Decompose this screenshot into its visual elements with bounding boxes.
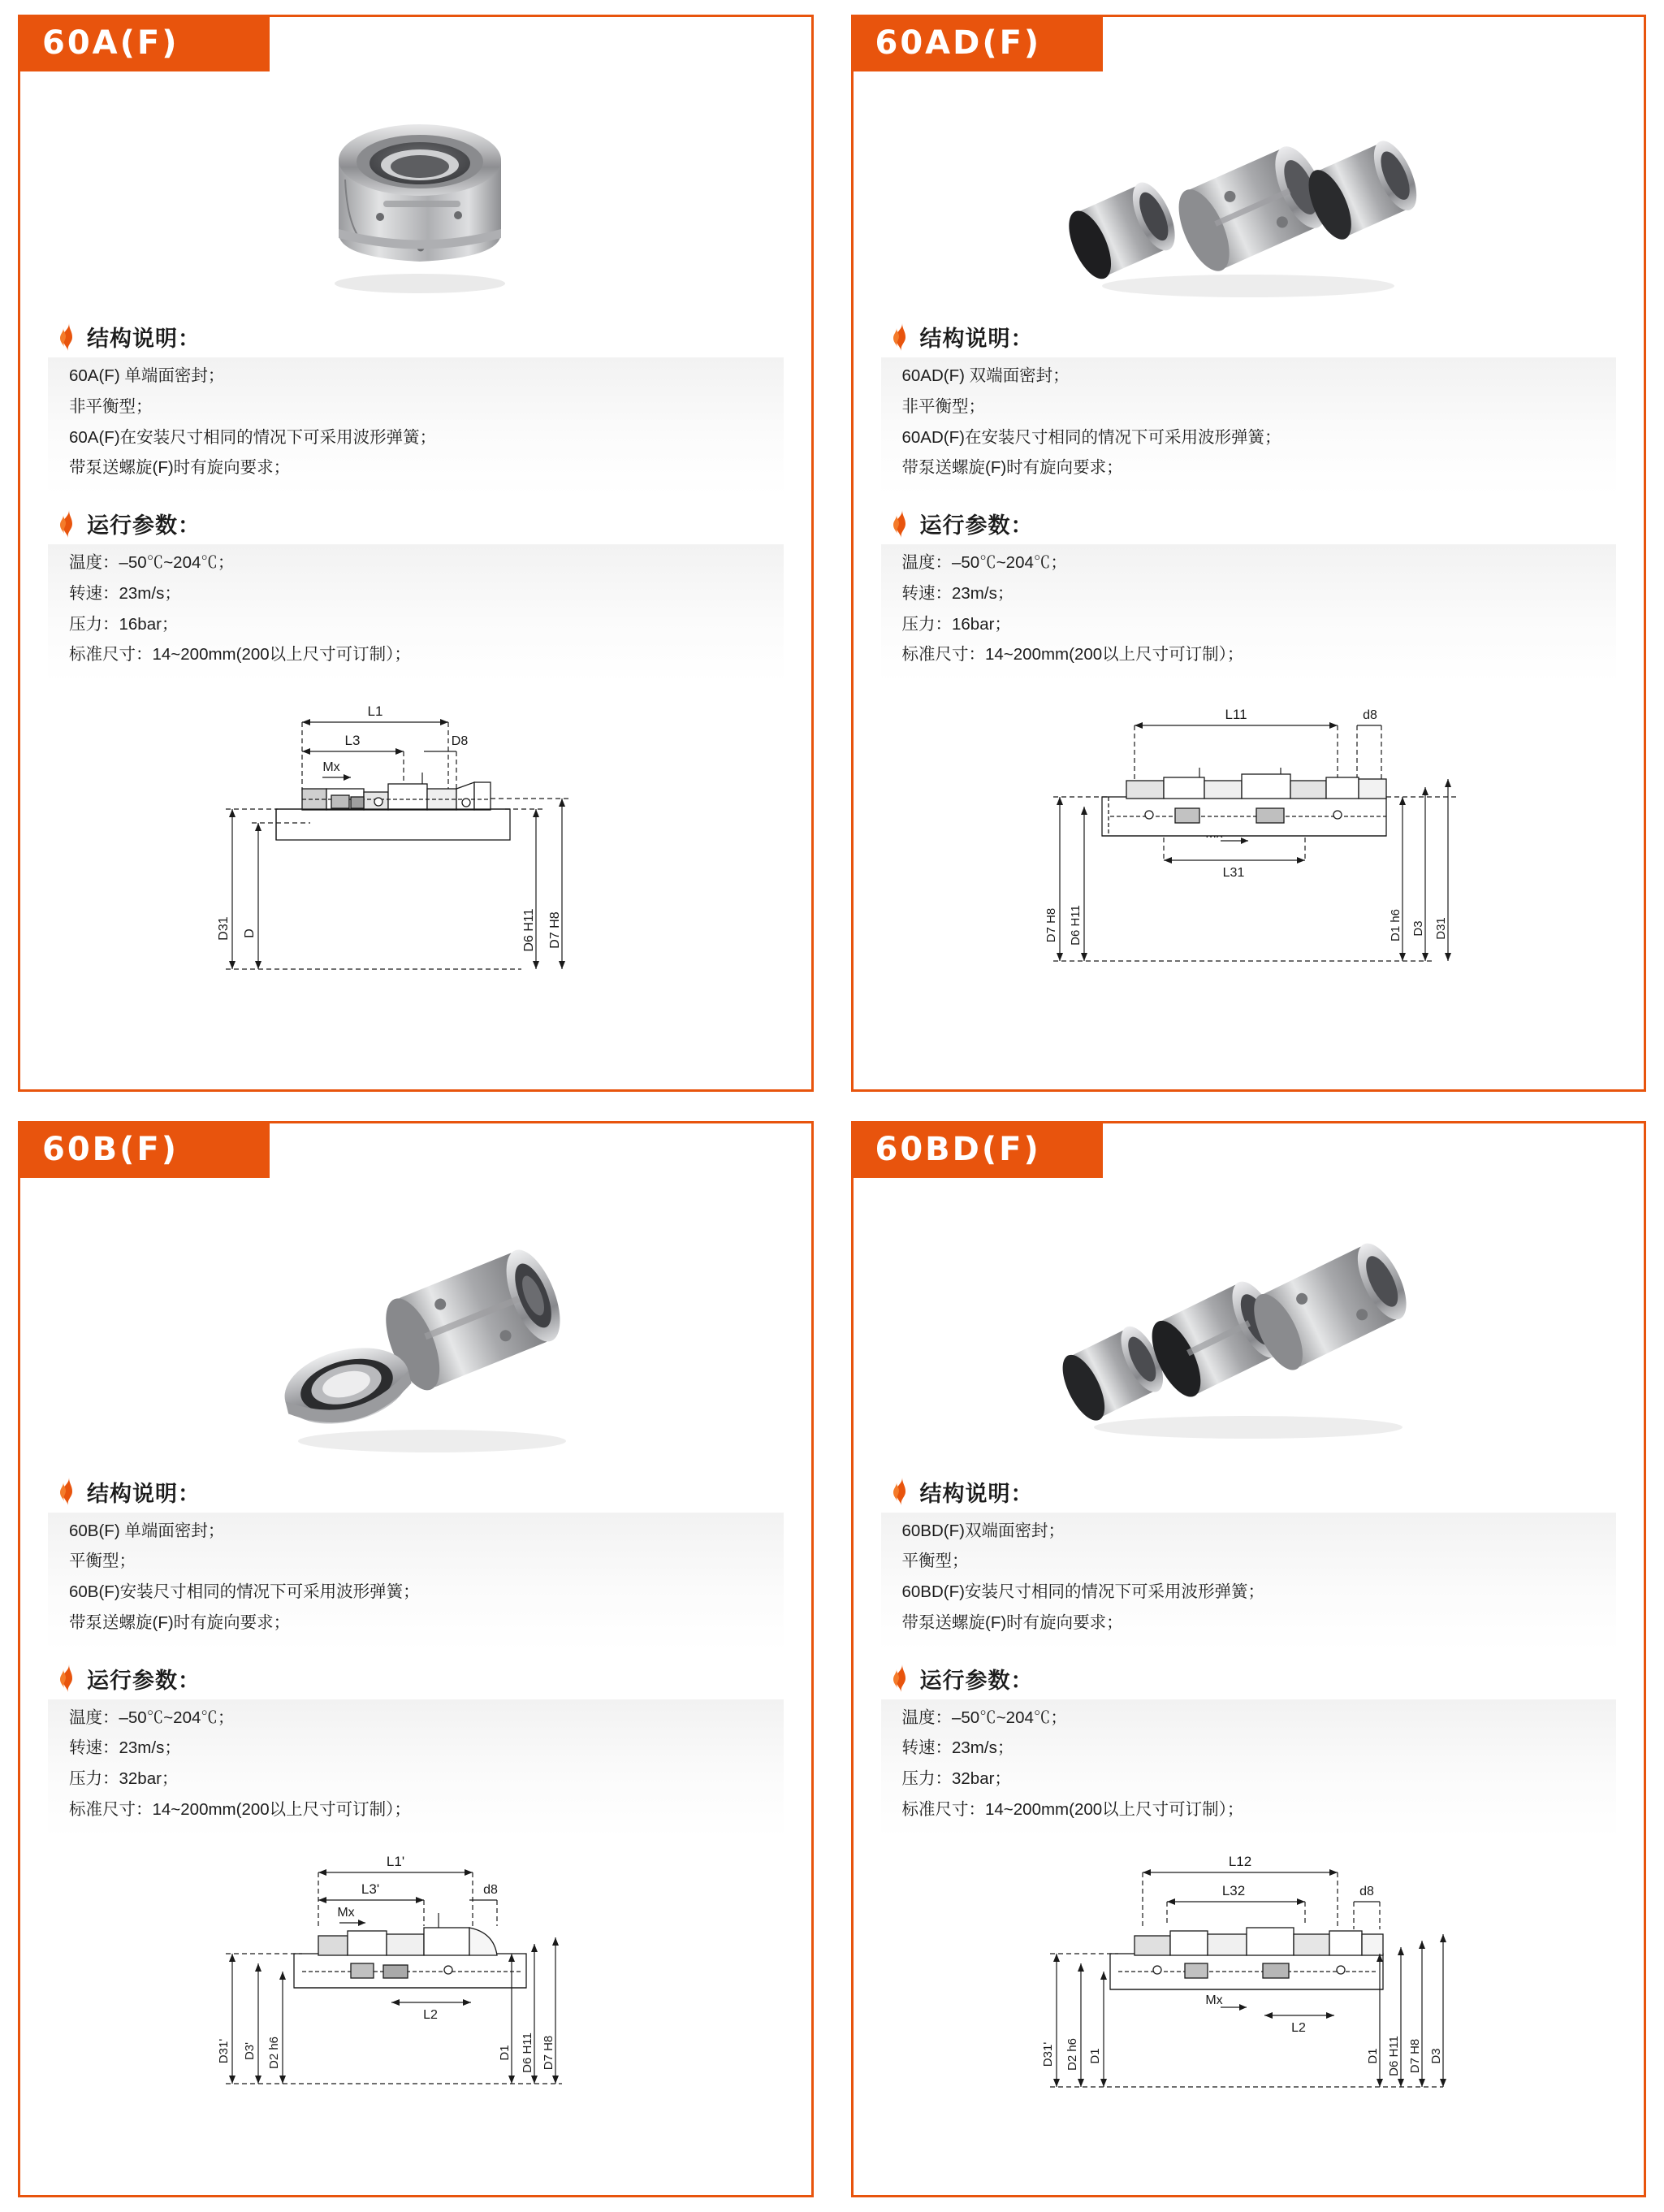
dim-label: D7 H8 — [1044, 907, 1059, 943]
dim-label: L12 — [1229, 1853, 1252, 1869]
technical-drawing-60bf — [48, 1843, 784, 2188]
param-line: 压力：16bar； — [69, 614, 179, 634]
structure-section-title — [893, 1476, 1617, 1508]
params-description — [881, 544, 1617, 683]
dim-label: D7 H8 — [1408, 2038, 1423, 2073]
dim-label: D7 H8 — [547, 911, 562, 949]
dim-label: D2 h6 — [266, 2036, 281, 2069]
dim-label: D31 — [216, 916, 231, 941]
dim-label: Mx — [322, 760, 340, 774]
dim-label: D2 h6 — [1065, 2037, 1080, 2071]
card-title: 60A(F) — [42, 24, 179, 62]
dim-label: D1 h6 — [1389, 908, 1403, 942]
product-photo-60adf — [881, 87, 1617, 314]
product-card-60bdf — [851, 1121, 1647, 2198]
card-title: 60B(F) — [42, 1130, 179, 1168]
dimension-drawing — [180, 693, 651, 1018]
params-heading: 运行参数： — [87, 1668, 201, 1693]
params-heading: 运行参数： — [919, 513, 1034, 538]
dim-label: D3 — [1411, 920, 1426, 937]
card-header — [851, 1121, 1103, 1178]
params-section-title — [59, 1663, 784, 1695]
params-heading: 运行参数： — [919, 1668, 1034, 1693]
structure-description — [48, 1513, 784, 1651]
dim-label: L32 — [1222, 1882, 1246, 1898]
flame-icon — [59, 1478, 76, 1505]
flame-icon — [893, 323, 909, 351]
dim-label: D7 H8 — [541, 2035, 555, 2070]
dim-label: D1 — [1366, 2047, 1381, 2064]
structure-line: 平衡型； — [69, 1552, 136, 1571]
structure-line: 非平衡型； — [69, 396, 153, 416]
structure-line: 带泵送螺旋(F)时有旋向要求； — [69, 1612, 291, 1632]
card-header — [851, 15, 1103, 71]
param-line: 压力：32bar； — [901, 1769, 1011, 1788]
dim-label: L1 — [367, 703, 383, 719]
param-line: 温度：–50℃~204℃； — [901, 553, 1067, 572]
dim-label: D8 — [451, 734, 468, 748]
dimension-drawing — [180, 1848, 651, 2124]
dim-label: D31' — [1041, 2041, 1056, 2067]
dim-label: D6 H11 — [520, 2032, 534, 2073]
dim-label: D3 — [1429, 2047, 1444, 2064]
dim-label: L3' — [361, 1881, 379, 1897]
dim-label: D6 H11 — [521, 908, 536, 952]
card-body — [854, 1123, 1645, 2196]
dim-label: D31 — [1434, 917, 1449, 940]
dim-label: D — [242, 929, 257, 938]
structure-line: 带泵送螺旋(F)时有旋向要求； — [901, 458, 1123, 478]
dim-label: D6 H11 — [1069, 905, 1083, 946]
dim-label: L31 — [1222, 866, 1245, 880]
seal-photo-illustration — [1037, 91, 1459, 310]
dimension-drawing — [1013, 1848, 1484, 2124]
params-section-title — [893, 1663, 1617, 1695]
dim-label: D1 — [497, 2044, 512, 2061]
card-body — [20, 1123, 811, 2196]
flame-icon — [893, 1664, 909, 1692]
structure-heading: 结构说明： — [87, 327, 201, 351]
dim-label: d8 — [1363, 708, 1378, 722]
structure-line: 60AD(F) 双端面密封； — [901, 366, 1070, 385]
product-photo-60bdf — [881, 1193, 1617, 1470]
structure-line: 60B(F)安装尺寸相同的情况下可采用波形弹簧； — [69, 1582, 420, 1601]
param-line: 标准尺寸：14~200mm(200以上尺寸可订制）； — [901, 645, 1244, 664]
param-line: 标准尺寸：14~200mm(200以上尺寸可订制）； — [69, 1799, 411, 1819]
technical-drawing-60af — [48, 688, 784, 1081]
dim-label: d8 — [482, 1882, 498, 1897]
structure-line: 非平衡型； — [901, 396, 985, 416]
structure-line: 平衡型； — [901, 1552, 969, 1571]
seal-photo-illustration — [261, 95, 570, 306]
structure-section-title — [59, 321, 784, 353]
structure-description — [881, 1513, 1617, 1651]
params-heading: 运行参数： — [87, 513, 201, 538]
product-card-60bf — [18, 1121, 814, 2198]
dim-label: D3' — [242, 2041, 257, 2060]
dim-label: D31' — [216, 2038, 231, 2063]
structure-line: 60BD(F)双端面密封； — [901, 1521, 1065, 1540]
params-section-title — [893, 508, 1617, 539]
dimension-drawing — [1013, 693, 1484, 1018]
dim-label: L1' — [386, 1853, 404, 1869]
param-line: 温度：–50℃~204℃； — [69, 1708, 235, 1727]
param-line: 转速：23m/s； — [69, 1738, 181, 1758]
card-body — [20, 17, 811, 1089]
param-line: 转速：23m/s； — [69, 583, 181, 603]
structure-line: 带泵送螺旋(F)时有旋向要求； — [69, 458, 291, 478]
structure-heading: 结构说明： — [87, 1481, 201, 1506]
dim-label: D6 H11 — [1387, 2035, 1402, 2076]
param-line: 压力：16bar； — [901, 614, 1011, 634]
param-line: 压力：32bar； — [69, 1769, 179, 1788]
params-description — [881, 1699, 1617, 1838]
technical-drawing-60bdf — [881, 1843, 1617, 2188]
param-line: 温度：–50℃~204℃； — [69, 553, 235, 572]
flame-icon — [893, 1478, 909, 1505]
structure-line: 60A(F) 单端面密封； — [69, 366, 225, 385]
structure-heading: 结构说明： — [919, 1481, 1034, 1506]
structure-heading: 结构说明： — [919, 327, 1034, 351]
dim-label: Mx — [1205, 1993, 1223, 2007]
params-section-title — [59, 508, 784, 539]
seal-photo-illustration — [205, 1197, 627, 1465]
param-line: 标准尺寸：14~200mm(200以上尺寸可订制）； — [69, 645, 411, 664]
product-card-60af — [18, 15, 814, 1092]
structure-line: 带泵送螺旋(F)时有旋向要求； — [901, 1612, 1123, 1632]
dim-label: L3 — [344, 733, 361, 748]
dim-label: d8 — [1359, 1884, 1375, 1898]
flame-icon — [59, 323, 76, 351]
product-photo-60af — [48, 87, 784, 314]
card-header — [18, 1121, 270, 1178]
dim-label: D1 — [1088, 2047, 1103, 2064]
structure-line: 60B(F) 单端面密封； — [69, 1521, 225, 1540]
param-line: 标准尺寸：14~200mm(200以上尺寸可订制）； — [901, 1799, 1244, 1819]
structure-description — [881, 357, 1617, 496]
dim-label: L2 — [1291, 2020, 1307, 2035]
product-photo-60bf — [48, 1193, 784, 1470]
flame-icon — [893, 510, 909, 538]
card-title: 60AD(F) — [875, 24, 1042, 62]
params-description — [48, 1699, 784, 1838]
param-line: 温度：–50℃~204℃； — [901, 1708, 1067, 1727]
dim-label: L2 — [422, 2007, 438, 2022]
dim-label: L11 — [1225, 707, 1247, 722]
flame-icon — [59, 1664, 76, 1692]
card-header — [18, 15, 270, 71]
structure-section-title — [893, 321, 1617, 353]
structure-description — [48, 357, 784, 496]
seal-photo-illustration — [1029, 1210, 1467, 1453]
structure-section-title — [59, 1476, 784, 1508]
card-body — [854, 17, 1645, 1089]
structure-line: 60AD(F)在安装尺寸相同的情况下可采用波形弹簧； — [901, 427, 1281, 447]
dim-label: Mx — [337, 1905, 355, 1920]
technical-drawing-60adf — [881, 688, 1617, 1081]
structure-line: 60A(F)在安装尺寸相同的情况下可采用波形弹簧； — [69, 427, 437, 447]
product-card-60adf — [851, 15, 1647, 1092]
params-description — [48, 544, 784, 683]
structure-line: 60BD(F)安装尺寸相同的情况下可采用波形弹簧； — [901, 1582, 1264, 1601]
param-line: 转速：23m/s； — [901, 1738, 1014, 1758]
card-title: 60BD(F) — [875, 1130, 1041, 1168]
flame-icon — [59, 510, 76, 538]
param-line: 转速：23m/s； — [901, 583, 1014, 603]
